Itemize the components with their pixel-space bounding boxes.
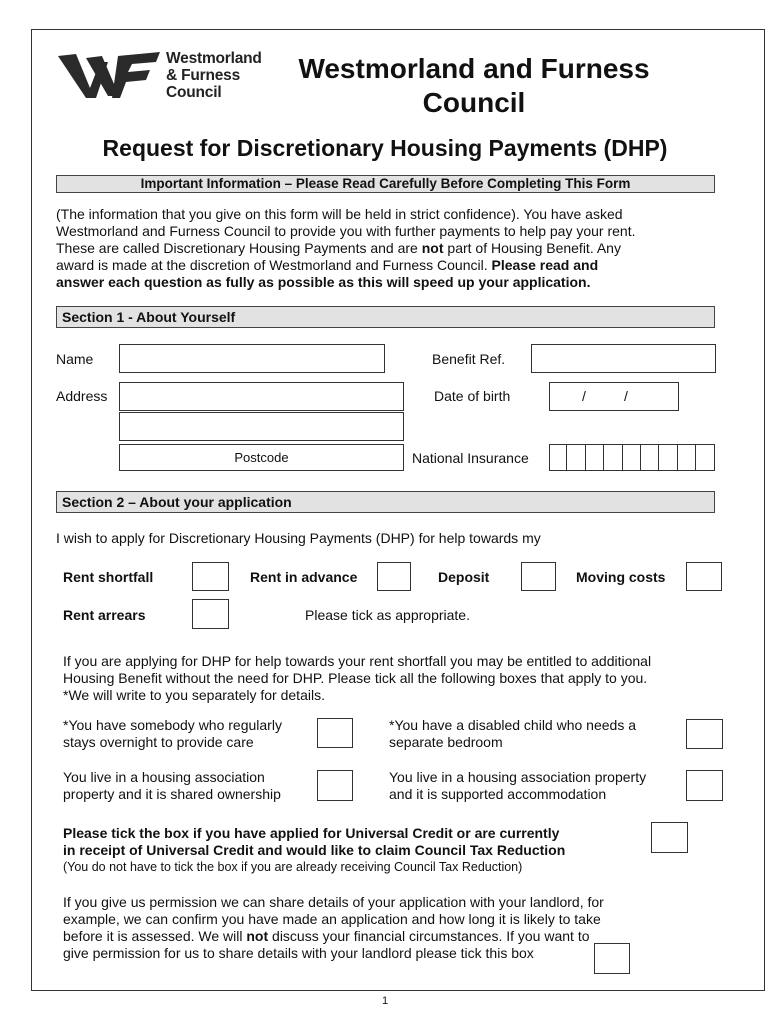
rent-in-advance-checkbox[interactable] (377, 562, 411, 591)
shortfall-info-text: If you are applying for DHP for help towards your rent shortfall you may be entitled to additional Housing Benefit without the need for DHP. Please tick all the following boxes that apply to you. *We will write to you separately for details. (63, 653, 652, 703)
ni-cell[interactable] (659, 444, 677, 471)
rent-shortfall-checkbox[interactable] (192, 562, 229, 591)
universal-credit-note: (You do not have to tick the box if you are already receiving Council Tax Reduction) (63, 860, 523, 874)
disabled-child-checkbox[interactable] (686, 719, 723, 749)
section2-intro: I wish to apply for Discretionary Housing Payments (DHP) for help towards my (56, 530, 541, 546)
address-label: Address (56, 388, 108, 404)
address-line1-field[interactable] (119, 382, 404, 411)
rent-arrears-checkbox[interactable] (192, 599, 229, 629)
landlord-permission-checkbox[interactable] (594, 943, 630, 974)
ni-cell[interactable] (549, 444, 567, 471)
overnight-carer-label: *You have somebody who regularly stays overnight to provide care (63, 717, 282, 750)
section2-heading: Section 2 – About your application (56, 491, 715, 513)
rent-arrears-label: Rent arrears (63, 607, 146, 623)
ni-cell[interactable] (604, 444, 622, 471)
important-info-text: (The information that you give on this form will be held in strict confidence). You have asked Westmorland and Furness Council to provide you with further payments to help pay your rent. These are called Discretionary Housing Payments and are not part of Housing Benefit. Any award is made at the discretion of Westmorland and Furness Council. Please read and answer each question as fully as possible as this will speed up your application. (56, 206, 636, 290)
dob-separator-1: / (582, 388, 586, 404)
universal-credit-label: Please tick the box if you have applied for Universal Credit or are currently in receipt of Universal Credit and would like to claim Council Tax Reduction (63, 825, 566, 858)
section1-heading: Section 1 - About Yourself (56, 306, 715, 328)
postcode-label: Postcode (234, 450, 289, 465)
deposit-label: Deposit (438, 569, 490, 585)
ni-cell[interactable] (678, 444, 696, 471)
ni-cell[interactable] (641, 444, 659, 471)
dob-field[interactable] (549, 382, 679, 411)
ni-cell[interactable] (586, 444, 604, 471)
name-field[interactable] (119, 344, 385, 373)
ni-cell[interactable] (696, 444, 714, 471)
name-label: Name (56, 351, 94, 367)
moving-costs-label: Moving costs (576, 569, 666, 585)
deposit-checkbox[interactable] (521, 562, 556, 591)
disabled-child-label: *You have a disabled child who needs a separate bedroom (389, 717, 637, 750)
ni-cell[interactable] (567, 444, 585, 471)
council-title: Westmorland and Furness Council (298, 53, 650, 118)
logo-wordmark: Westmorland & Furness Council (166, 50, 262, 101)
ni-cell[interactable] (623, 444, 641, 471)
dob-separator-2: / (624, 388, 628, 404)
council-logo-icon (56, 48, 162, 104)
form-title: Request for Discretionary Housing Payments (DHP) (102, 135, 668, 161)
ni-number-field[interactable] (549, 444, 715, 471)
overnight-carer-checkbox[interactable] (317, 718, 353, 748)
moving-costs-checkbox[interactable] (686, 562, 722, 591)
ni-label: National Insurance (412, 450, 529, 466)
supported-accommodation-checkbox[interactable] (686, 770, 723, 801)
shared-ownership-checkbox[interactable] (317, 770, 353, 801)
tick-instruction: Please tick as appropriate. (305, 607, 470, 623)
supported-accommodation-label: You live in a housing association property and it is supported accommodation (389, 769, 647, 802)
address-line2-field[interactable] (119, 412, 404, 441)
important-info-heading: Important Information – Please Read Carefully Before Completing This Form (56, 175, 715, 193)
postcode-field[interactable] (119, 444, 404, 471)
rent-in-advance-label: Rent in advance (250, 569, 358, 585)
benefit-ref-label: Benefit Ref. (432, 351, 506, 367)
universal-credit-checkbox[interactable] (651, 822, 688, 853)
landlord-permission-text: If you give us permission we can share details of your application with your landlord, for example, we can confirm you have made an application and how long it is likely to take before it is assessed. We will not discuss your financial circumstances. If you want to give permission for us to share details with your landlord please tick this box (63, 894, 604, 961)
dob-label: Date of birth (434, 388, 511, 404)
page-number: 1 (381, 995, 389, 1007)
benefit-ref-field[interactable] (531, 344, 716, 373)
rent-shortfall-label: Rent shortfall (63, 569, 154, 585)
shared-ownership-label: You live in a housing association property and it is shared ownership (63, 769, 281, 802)
